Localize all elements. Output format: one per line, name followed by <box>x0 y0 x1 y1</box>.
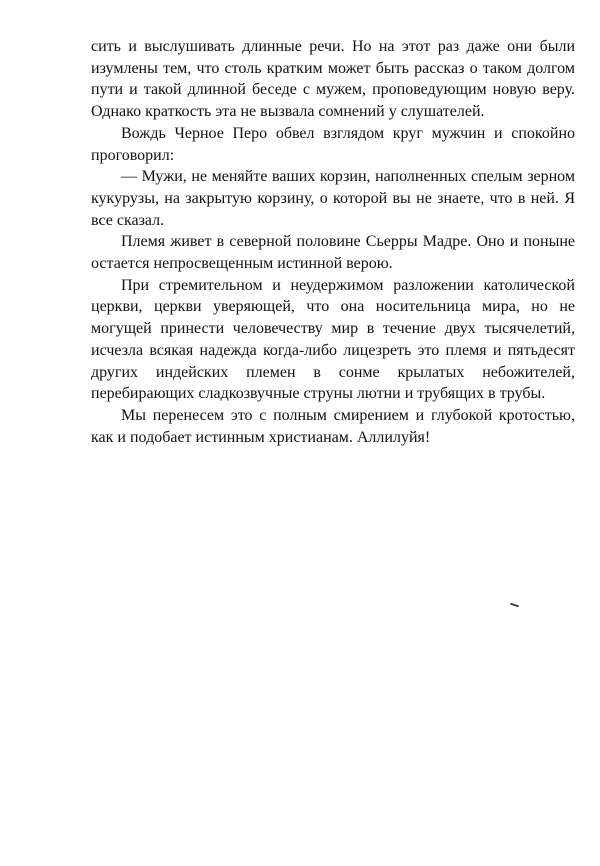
paragraph-chief-speech: — Мужи, не меняйте ваших корзин, наполненных спелым зерном кукурузы, на закрытую корзину, о которой вы не знаете, что в ней. Я все сказал. <box>91 168 575 229</box>
body-text <box>91 36 575 448</box>
paragraph-church-decline: При стремительном и неудержимом разложении католической церкви, церкви уверяющей, что она носительница мира, но не могущей принести человечеству мир в течение двух тысячелетий, исчезла всякая надежда когда-либо лицезреть это племя и пятьдесят других индейских племен в сонме крылатых небожителей, перебирающих сладкозвучные струны лютни и трубящих в трубы. <box>91 276 575 403</box>
paragraph-continuation: сить и выслушивать длинные речи. Но на этот раз даже они были изумлены тем, что столь кратким может быть рассказ о таком долгом пути и такой длинной беседе с мужем, проповедующим новую веру. Однако краткость эта не вызвала сомнений у слушателей. <box>91 38 575 121</box>
paragraph-tribe-location: Племя живет в северной половине Сьерры Мадре. Оно и поныне остается непросвещенным истинной верою. <box>91 233 575 273</box>
paragraph-chief-speaks: Вождь Черное Перо обвел взглядом круг мужчин и спокойно проговорил: <box>91 124 575 164</box>
paragraph-closing: Мы перенесем это с полным смирением и глубокой кротостью, как и подобает истинным христианам. Аллилуйя! <box>91 406 575 446</box>
scan-speck <box>510 603 519 608</box>
